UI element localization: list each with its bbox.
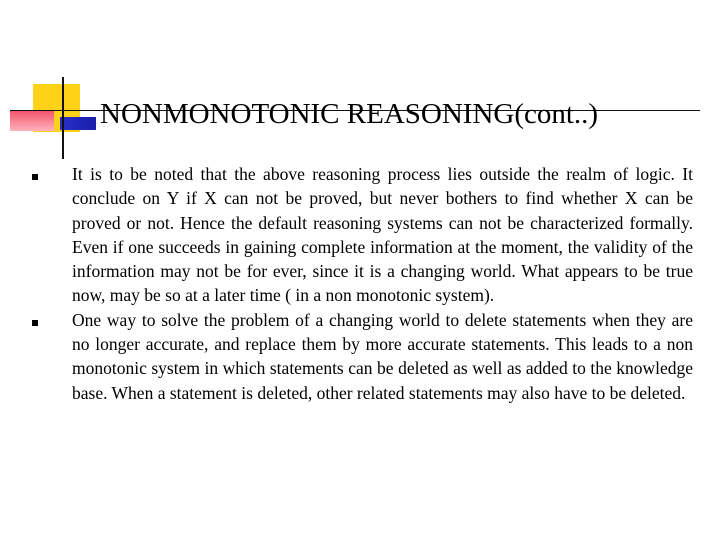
bullet-list [30,162,693,405]
square-bullet-icon [32,320,38,326]
bullet-item [30,308,693,405]
bullet-text: One way to solve the problem of a changing world to delete statements when they are no longer accurate, and replace them by more accurate statements. This leads to a non monotonic system in which statements can be deleted as well as added to the knowledge base. When a statement is deleted, other related statements may also have to be deleted. [72,309,693,403]
bullet-text: It is to be noted that the above reasoning process lies outside the realm of logic. It conclude on Y if X can not be proved, but never bothers to find whether X can be proved or not. Hence the default reasoning systems can not be characterized formally. Even if one succeeds in gaining complete information at the moment, the validity of the information may not be for ever, since it is a changing world. What appears to be true now, may be so at a later time ( in a non monotonic system). [72,164,693,306]
slide-title: NONMONOTONIC REASONING(cont..) [100,98,599,130]
square-bullet-icon [32,174,38,180]
decorative-blue-bar [60,117,96,130]
decorative-red-bar [10,111,54,131]
bullet-item [30,162,693,308]
decorative-vertical-line [62,77,64,159]
